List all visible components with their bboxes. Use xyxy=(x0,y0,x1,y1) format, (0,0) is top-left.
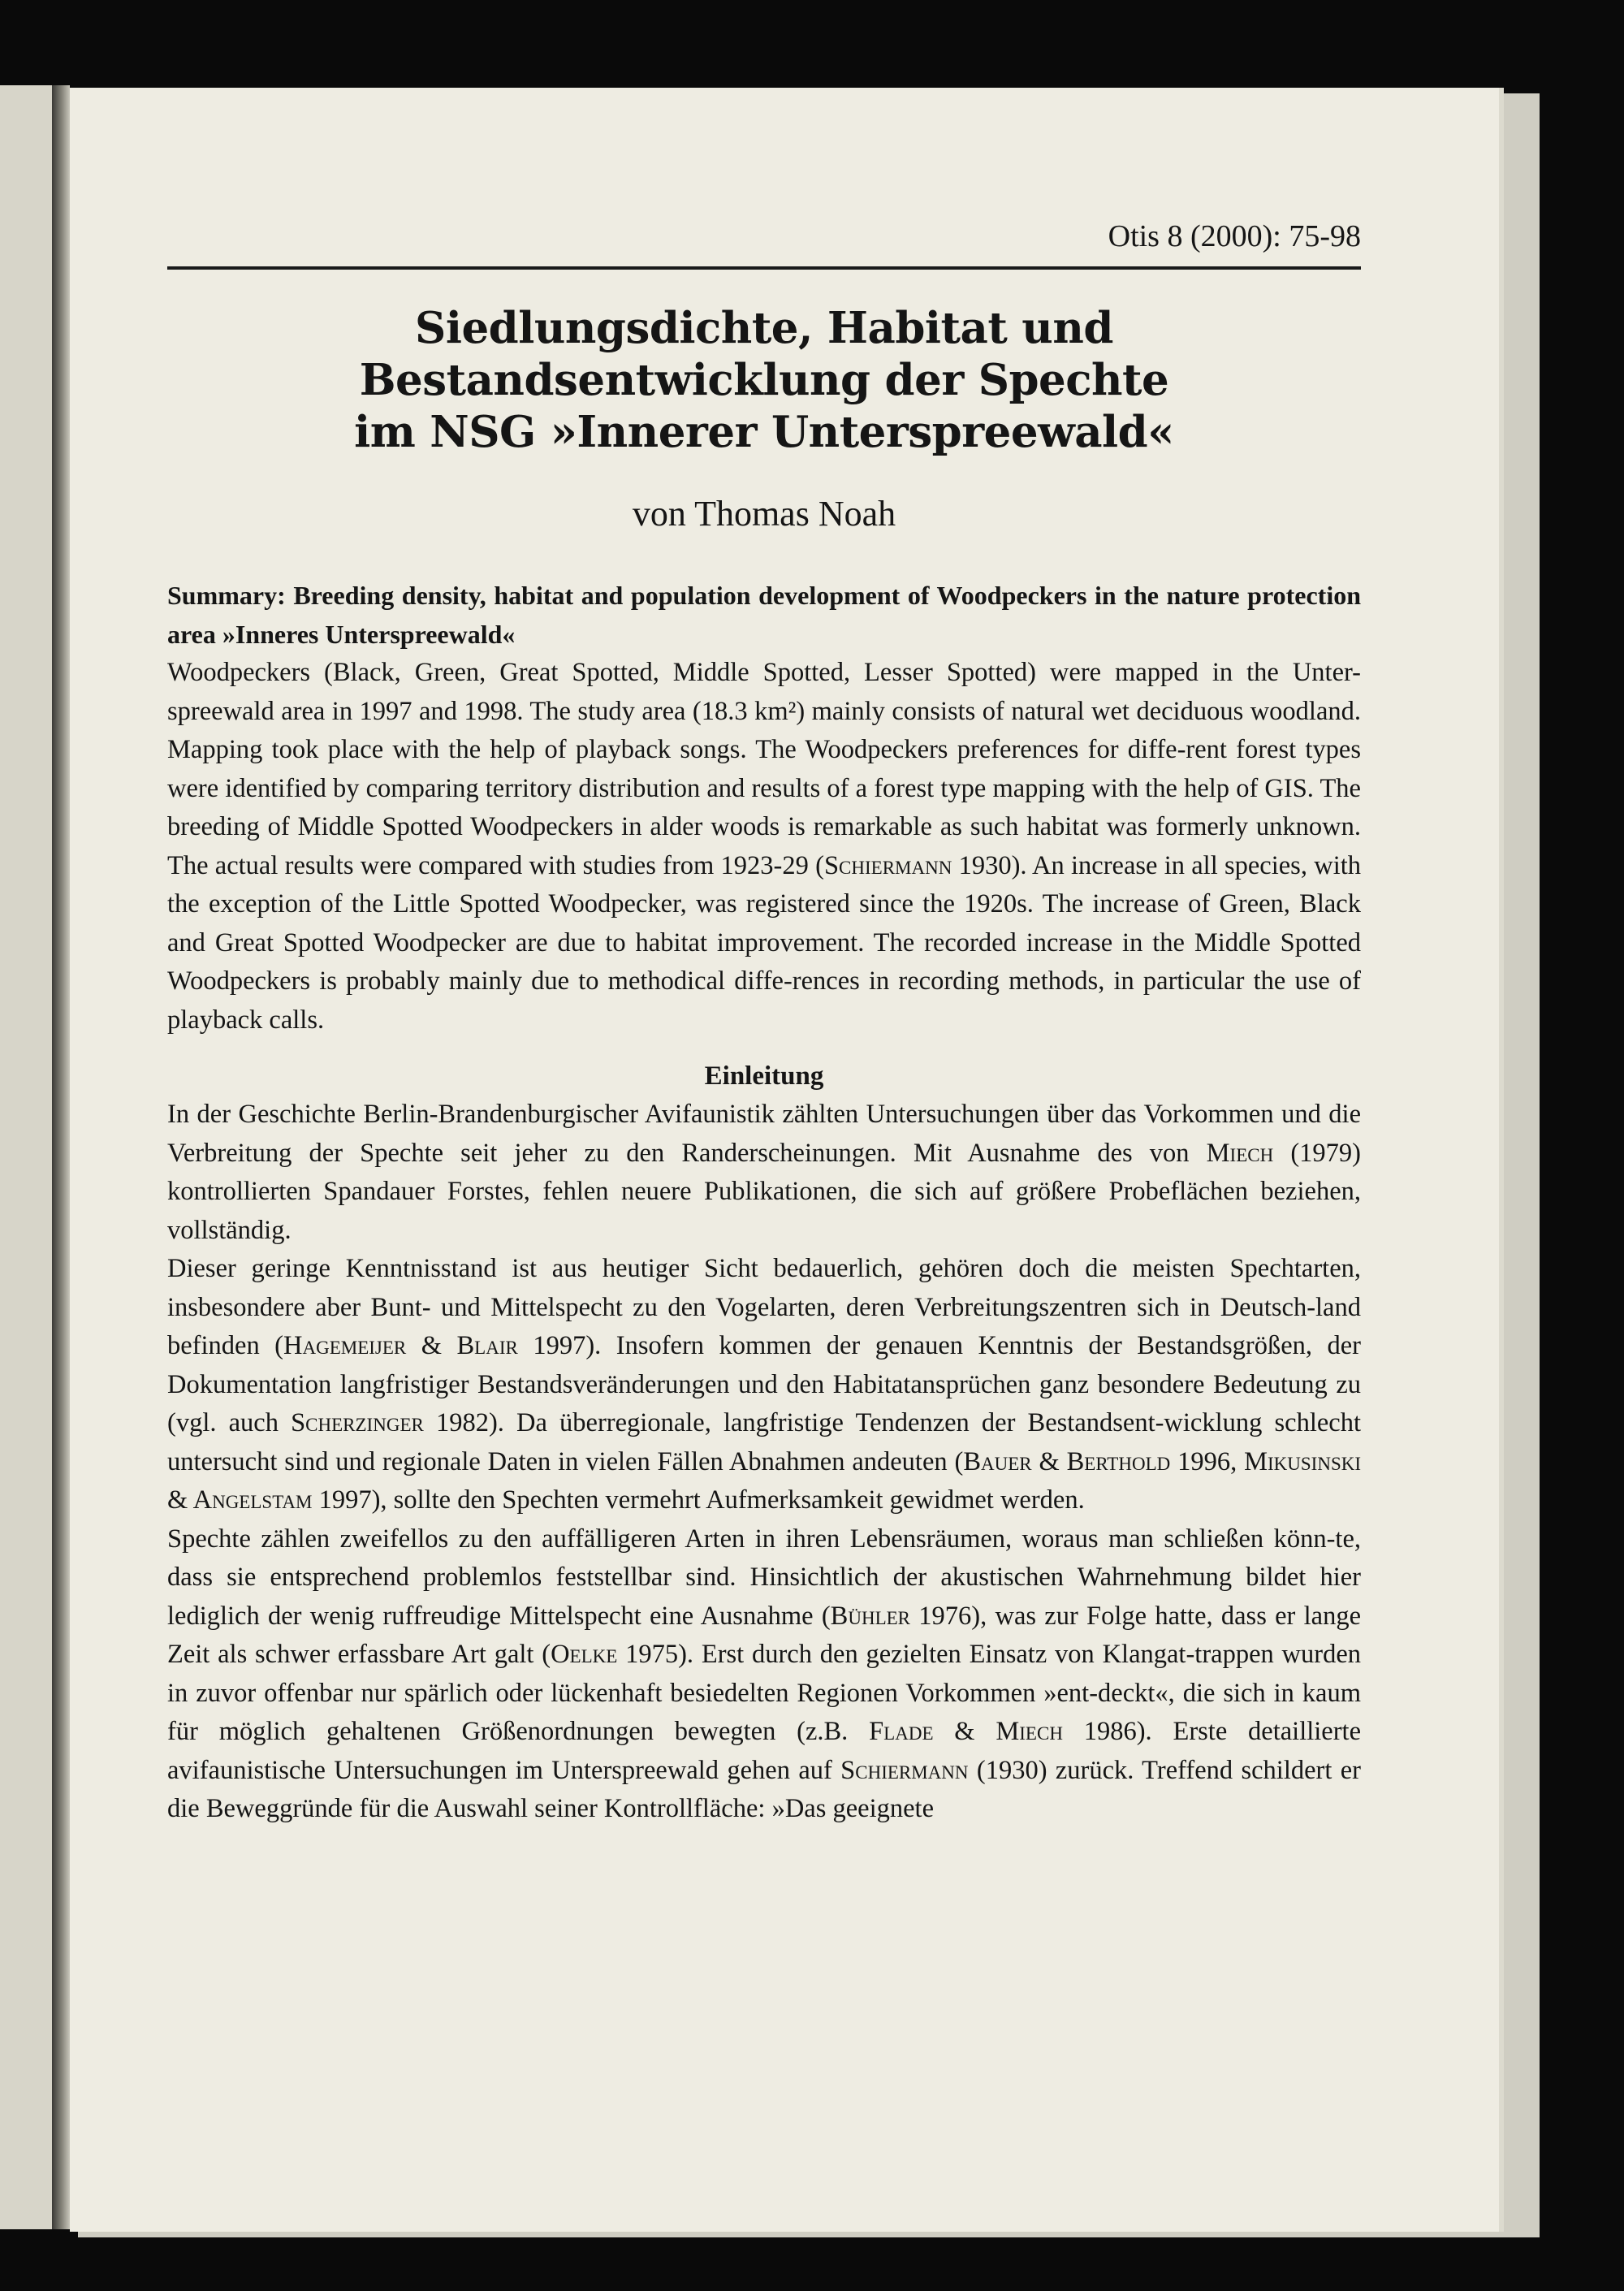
paragraph xyxy=(167,1096,1361,1250)
citation: Schiermann xyxy=(823,850,952,880)
summary-text: Woodpeckers (Black, Green, Great Spotted, Middle Spotted, Lesser Spotted) were mapped in the Unter-spreewald area in 1997 and 1998. The study area (18.3 km²) mainly consists of natural wet deciduous woodland. Mapping took place with the help of playback songs. The Woodpeckers preferences for diffe-rent forest types were identified by comparing territory distribution and results of a forest type mapping with the help of GIS. The breeding of Middle Spotted Woodpeckers in alder woods is remarkable as such habitat was formerly unknown. The actual results were compared with studies from 1923-29 ( xyxy=(167,658,1361,880)
page-content xyxy=(167,218,1361,1829)
summary-text: 1930). An increase in all species, with the exception of the Little Spotted Woodpecker, was registered since the 1920s. The increase of Green, Black and Great Spotted Woodpecker are due to habitat improvement. The recorded increase in the Middle Spotted Woodpeckers is probably mainly due to methodical diffe-rences in recording methods, in particular the use of playback calls. xyxy=(167,850,1361,1035)
title-line: im NSG »Innerer Unterspreewald« xyxy=(354,407,1174,457)
citation: Schiermann xyxy=(840,1755,969,1785)
citation: Bauer & Berthold xyxy=(963,1446,1171,1476)
citation: Oelke xyxy=(551,1640,618,1669)
journal-reference: Otis 8 (2000): 75-98 xyxy=(167,218,1361,270)
summary-section xyxy=(167,577,1361,1040)
paragraph-text: 1996, xyxy=(1170,1446,1245,1476)
paragraph-text: Spechte zählen zweifellos zu den auffälligeren Arten in ihren Lebensräumen, woraus man schließen könn-te, dass sie entsprechend problemlos feststellbar sind. Hinsichtlich der akustischen Wahrnehmung bildet hier lediglich der wenig ruffreudige Mittelspecht eine Ausnahme ( xyxy=(167,1524,1361,1631)
paragraph-text: In der Geschichte Berlin-Brandenburgischer Avifaunistik zählten Untersuchungen über das Vorkommen und die Verbreitung der Spechte seit jeher zu den Randerscheinungen. Mit Ausnahme des von xyxy=(167,1100,1361,1168)
paragraph-text: 1975). Erst durch den gezielten Einsatz von Klangat-trappen wurden in zuvor offenbar nur spärlich oder lückenhaft besiedelten Regionen Vorkommen »ent-deckt«, die sich in kaum für möglich gehaltenen Größenordnungen bewegten (z.B. xyxy=(167,1640,1362,1746)
paragraph-text: (1930) zurück. Treffend schildert er die Beweggründe für die Auswahl seiner Kontrollfläche: »Das geeignete xyxy=(167,1755,1361,1823)
paragraph-text: 1997), sollte den Spechten vermehrt Aufmerksamkeit gewidmet werden. xyxy=(312,1485,1085,1515)
citation: Mikusinski & Angelstam xyxy=(167,1446,1362,1515)
author-byline: von Thomas Noah xyxy=(632,494,896,534)
citation: Miech xyxy=(1206,1138,1274,1168)
paragraph xyxy=(167,1250,1361,1520)
citation: Scherzinger xyxy=(291,1408,424,1437)
title-line: Bestandsentwicklung der Spechte xyxy=(359,355,1169,405)
paragraph-text: 1976), was zur Folge hatte, dass er lange Zeit als schwer erfassbare Art galt ( xyxy=(167,1601,1361,1669)
paragraph-text: 1997). Insofern kommen der genauen Kenntnis der Bestandsgrößen, der Dokumentation langfristiger Bestandsveränderungen und den Habitatansprüchen ganz besondere Bedeutung zu (vgl. auch xyxy=(167,1331,1361,1437)
section-heading: Einleitung xyxy=(704,1061,824,1091)
citation: Flade & Miech xyxy=(869,1717,1063,1746)
citation: Hagemeijer & Blair xyxy=(283,1331,518,1360)
paragraph-text: (1979) kontrollierten Spandauer Forstes, fehlen neuere Publikationen, die sich auf größere Probeflächen beziehen, vollständig. xyxy=(167,1138,1361,1245)
paragraph-text: 1982). Da überregionale, langfristige Tendenzen der Bestandsent-wicklung schlecht untersucht sind und regionale Daten in vielen Fällen Abnahmen andeuten ( xyxy=(167,1408,1361,1476)
summary-paragraph xyxy=(167,654,1361,1040)
paragraph xyxy=(167,1520,1361,1829)
left-page-edge xyxy=(0,85,58,2229)
introduction-body xyxy=(167,1096,1361,1829)
journal-page xyxy=(70,88,1499,2232)
citation: Bühler xyxy=(830,1601,911,1631)
summary-heading: Summary: Breeding density, habitat and population development of Woodpeckers in the nature protection area »Inneres Unterspreewald« xyxy=(167,581,1361,649)
paragraph-text: Dieser geringe Kenntnisstand ist aus heutiger Sicht bedauerlich, gehören doch die meisten Spechtarten, insbesondere aber Bunt- und Mittelspecht zu den Vogelarten, deren Verbreitungszentren sich in Deutsch-land befinden ( xyxy=(167,1254,1361,1360)
paragraph-text: 1986). Erste detaillierte avifaunistische Untersuchungen im Unterspreewald gehen auf xyxy=(167,1717,1361,1785)
book-spine xyxy=(52,85,70,2229)
article-title xyxy=(167,302,1361,458)
title-line: Siedlungsdichte, Habitat und xyxy=(415,303,1113,353)
